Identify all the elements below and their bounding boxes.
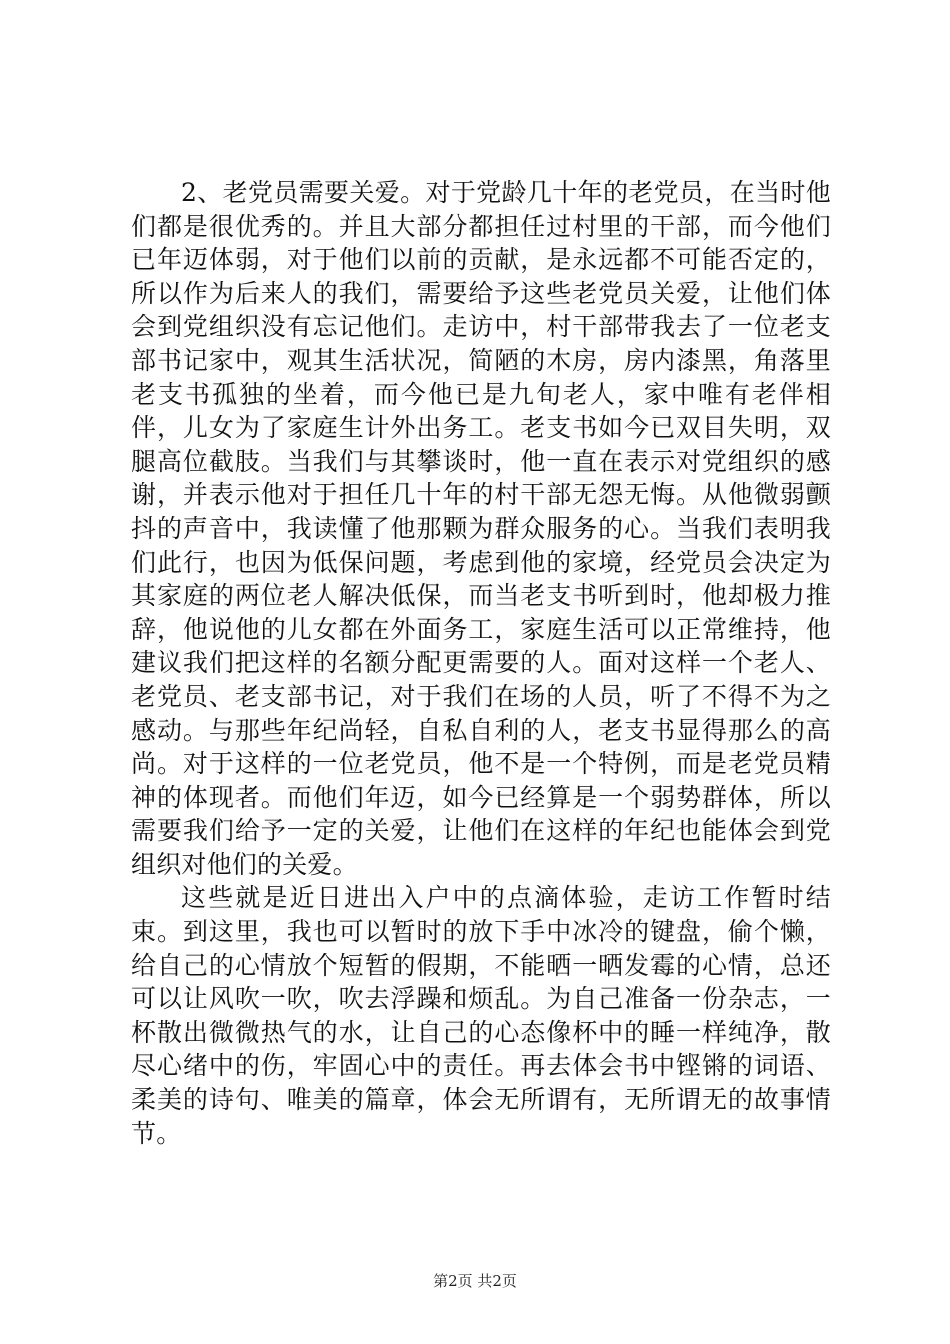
- paragraph-closing-reflection: 这些就是近日进出入户中的点滴体验，走访工作暂时结束。到这里，我也可以暂时的放下手中冰冷的键盘，偷个懒，给自己的心情放个短暂的假期，不能晒一晒发霉的心情，总还可以让风吹一吹，吹去浮躁和烦乱。为自己准备一份杂志，一杯散出微微热气的水，让自己的心态像杯中的睡一样纯净，散尽心绪中的伤，牢固心中的责任。再去体会书中铿锵的词语、柔美的诗句、唯美的篇章，体会无所谓有，无所谓无的故事情节。: [131, 883, 831, 1148]
- document-body: [131, 176, 831, 1150]
- paragraph-old-party-members: 2、老党员需要关爱。对于党龄几十年的老党员，在当时他们都是很优秀的。并且大部分都担任过村里的干部，而今他们已年迈体弱，对于他们以前的贡献，是永远都不可能否定的，所以作为后来人的我们，需要给予这些老党员关爱，让他们体会到党组织没有忘记他们。走访中，村干部带我去了一位老支部书记家中，观其生活状况，简陋的木房，房内漆黑，角落里老支书孤独的坐着，而今他已是九旬老人，家中唯有老伴相伴，儿女为了家庭生计外出务工。老支书如今已双目失明，双腿高位截肢。当我们与其攀谈时，他一直在表示对党组织的感谢，并表示他对于担任几十年的村干部无怨无悔。从他微弱颤抖的声音中，我读懂了他那颗为群众服务的心。当我们表明我们此行，也因为低保问题，考虑到他的家境，经党员会决定为其家庭的两位老人解决低保，而当老支书听到时，他却极力推辞，他说他的儿女都在外面务工，家庭生活可以正常维持，他建议我们把这样的名额分配更需要的人。面对这样一个老人、老党员、老支部书记，对于我们在场的人员，听了不得不为之感动。与那些年纪尚轻，自私自利的人，老支书显得那么的高尚。对于这样的一位老党员，他不是一个特例，而是老党员精神的体现者。而他们年迈，如今已经算是一个弱势群体，所以需要我们给予一定的关爱，让他们在这样的年纪也能体会到党组织对他们的关爱。: [131, 178, 831, 879]
- page-number-footer: 第2页 共2页: [433, 1272, 517, 1290]
